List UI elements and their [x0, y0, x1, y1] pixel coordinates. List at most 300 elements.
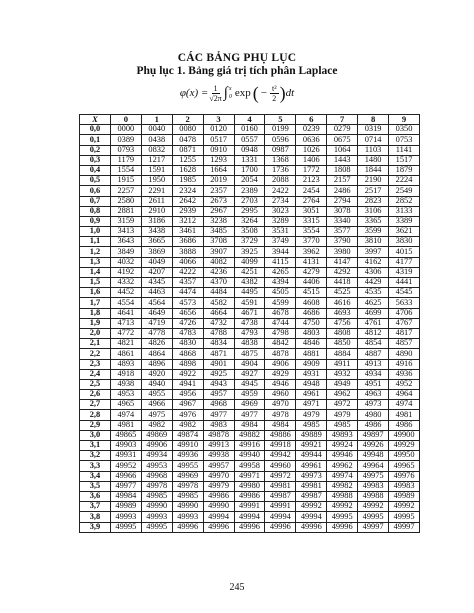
- table-cell: 3264: [234, 216, 265, 226]
- row-x-value: 2,0: [80, 328, 111, 338]
- table-cell: 4641: [110, 308, 141, 318]
- table-cell: 49987: [296, 491, 327, 501]
- table-cell: 4821: [110, 339, 141, 349]
- table-cell: 4049: [141, 257, 172, 267]
- table-cell: 0000: [110, 125, 141, 135]
- table-cell: 49994: [234, 512, 265, 522]
- table-cell: 2611: [141, 196, 172, 206]
- right-paren-icon: ): [279, 83, 286, 103]
- table-cell: 4946: [265, 379, 296, 389]
- table-cell: 4931: [296, 369, 327, 379]
- table-cell: 2157: [327, 176, 358, 186]
- table-cell: 2454: [296, 186, 327, 196]
- table-cell: 4345: [141, 278, 172, 288]
- table-cell: 4686: [296, 308, 327, 318]
- table-cell: 0714: [358, 135, 389, 145]
- table-cell: 49950: [389, 451, 420, 461]
- table-cell: 2580: [110, 196, 141, 206]
- table-cell: 0160: [234, 125, 265, 135]
- table-cell: 3186: [141, 216, 172, 226]
- table-cell: 4945: [234, 379, 265, 389]
- table-cell: 49940: [234, 451, 265, 461]
- table-cell: 2881: [110, 206, 141, 216]
- table-cell: 4906: [265, 359, 296, 369]
- table-cell: 4177: [389, 257, 420, 267]
- table-cell: 4817: [389, 328, 420, 338]
- table-cell: 4535: [358, 288, 389, 298]
- table-cell: 49921: [296, 441, 327, 451]
- table-cell: 2764: [296, 196, 327, 206]
- table-cell: 4934: [358, 369, 389, 379]
- table-cell: 3238: [203, 216, 234, 226]
- table-row: [80, 206, 420, 216]
- table-cell: 1103: [358, 145, 389, 155]
- table-cell: 0239: [296, 125, 327, 135]
- table-row: [80, 298, 420, 308]
- row-x-value: 3,7: [80, 502, 111, 512]
- table-cell: 49996: [172, 522, 203, 532]
- table-cell: 49992: [296, 502, 327, 512]
- table-cell: 4940: [141, 379, 172, 389]
- table-row: [80, 247, 420, 257]
- row-x-value: 1,8: [80, 308, 111, 318]
- table-cell: 0753: [389, 135, 420, 145]
- row-x-value: 1,6: [80, 288, 111, 298]
- table-cell: 3790: [327, 237, 358, 247]
- table-cell: 4916: [389, 359, 420, 369]
- table-cell: 49990: [141, 502, 172, 512]
- table-row: [80, 400, 420, 410]
- left-paren-icon: (: [252, 83, 259, 103]
- table-cell: 3907: [203, 247, 234, 257]
- table-cell: 3944: [265, 247, 296, 257]
- table-cell: 49962: [327, 461, 358, 471]
- row-x-value: 2,2: [80, 349, 111, 359]
- table-row: [80, 491, 420, 501]
- row-x-value: 0,2: [80, 145, 111, 155]
- table-cell: 49878: [203, 430, 234, 440]
- table-cell: 4812: [358, 328, 389, 338]
- table-cell: 1554: [110, 165, 141, 175]
- table-cell: 49991: [234, 502, 265, 512]
- table-row: [80, 512, 420, 522]
- table-cell: 4956: [172, 390, 203, 400]
- table-cell: 49984: [110, 491, 141, 501]
- table-row: [80, 227, 420, 237]
- table-cell: 49982: [327, 481, 358, 491]
- table-cell: 4868: [172, 349, 203, 359]
- row-x-value: 3,5: [80, 481, 111, 491]
- table-cell: 4808: [327, 328, 358, 338]
- table-cell: 0557: [234, 135, 265, 145]
- table-cell: 4131: [296, 257, 327, 267]
- table-row: [80, 155, 420, 165]
- table-cell: 49931: [110, 451, 141, 461]
- table-cell: 49974: [327, 471, 358, 481]
- table-cell: 4591: [234, 298, 265, 308]
- table-cell: 3643: [110, 237, 141, 247]
- table-cell: 49865: [110, 430, 141, 440]
- table-cell: 4162: [358, 257, 389, 267]
- row-x-value: 3,9: [80, 522, 111, 532]
- table-cell: 1808: [327, 165, 358, 175]
- table-cell: 2224: [389, 176, 420, 186]
- table-cell: 4554: [110, 298, 141, 308]
- table-cell: 3023: [265, 206, 296, 216]
- table-cell: 4938: [110, 379, 141, 389]
- table-cell: 49938: [203, 451, 234, 461]
- row-x-value: 2,6: [80, 390, 111, 400]
- table-cell: 4979: [327, 410, 358, 420]
- table-cell: 0871: [172, 145, 203, 155]
- table-cell: 49981: [296, 481, 327, 491]
- table-row: [80, 278, 420, 288]
- table-cell: 49993: [110, 512, 141, 522]
- table-cell: 49996: [327, 522, 358, 532]
- table-cell: 4898: [172, 359, 203, 369]
- table-cell: 4901: [203, 359, 234, 369]
- table-body: [80, 125, 420, 533]
- table-cell: 3365: [358, 216, 389, 226]
- table-cell: 4699: [358, 308, 389, 318]
- table-cell: 0832: [141, 145, 172, 155]
- header-col: 0: [110, 115, 141, 125]
- table-cell: 4732: [203, 318, 234, 328]
- row-x-value: 3,4: [80, 471, 111, 481]
- table-cell: 49981: [265, 481, 296, 491]
- table-cell: 2422: [265, 186, 296, 196]
- inner-minus: −: [260, 87, 267, 99]
- row-x-value: 3,0: [80, 430, 111, 440]
- table-cell: 49958: [234, 461, 265, 471]
- table-cell: 4236: [203, 267, 234, 277]
- table-cell: 3997: [358, 247, 389, 257]
- table-cell: 4972: [327, 400, 358, 410]
- row-x-value: 0,9: [80, 216, 111, 226]
- table-cell: 3315: [296, 216, 327, 226]
- table-cell: 2852: [389, 196, 420, 206]
- table-cell: 4738: [234, 318, 265, 328]
- table-cell: 4875: [234, 349, 265, 359]
- table-cell: 4983: [203, 420, 234, 430]
- table-cell: 1985: [172, 176, 203, 186]
- table-cell: 3708: [203, 237, 234, 247]
- table-row: [80, 451, 420, 461]
- table-cell: 4706: [389, 308, 420, 318]
- table-cell: 3289: [265, 216, 296, 226]
- table-cell: 49886: [265, 430, 296, 440]
- table-cell: 49916: [234, 441, 265, 451]
- table-cell: 0080: [172, 125, 203, 135]
- table-cell: 4394: [265, 278, 296, 288]
- table-cell: 4985: [296, 420, 327, 430]
- table-cell: 49966: [110, 471, 141, 481]
- table-row: [80, 420, 420, 430]
- table-cell: 3461: [172, 227, 203, 237]
- table-cell: 4115: [265, 257, 296, 267]
- row-x-value: 1,1: [80, 237, 111, 247]
- table-cell: 2324: [172, 186, 203, 196]
- table-cell: 3438: [141, 227, 172, 237]
- table-cell: 49985: [172, 491, 203, 501]
- table-cell: 4927: [234, 369, 265, 379]
- table-cell: 0199: [265, 125, 296, 135]
- row-x-value: 1,9: [80, 318, 111, 328]
- table-cell: 3051: [296, 206, 327, 216]
- table-cell: 49955: [172, 461, 203, 471]
- table-cell: 49988: [358, 491, 389, 501]
- table-cell: 49976: [389, 471, 420, 481]
- row-x-value: 0,4: [80, 165, 111, 175]
- table-cell: 1141: [389, 145, 420, 155]
- page-number: 245: [229, 582, 245, 593]
- table-cell: 4977: [203, 410, 234, 420]
- table-cell: 0438: [141, 135, 172, 145]
- table-cell: 1331: [234, 155, 265, 165]
- header-x: X: [80, 115, 111, 125]
- table-cell: 4265: [265, 267, 296, 277]
- table-cell: 2549: [389, 186, 420, 196]
- table-cell: 4967: [172, 400, 203, 410]
- table-header-row: [80, 115, 420, 125]
- table-cell: 4616: [327, 298, 358, 308]
- table-cell: 49961: [296, 461, 327, 471]
- table-cell: 49889: [296, 430, 327, 440]
- table-cell: 2486: [327, 186, 358, 196]
- table-cell: 2703: [234, 196, 265, 206]
- table-row: [80, 257, 420, 267]
- table-cell: 49952: [110, 461, 141, 471]
- table-cell: 1591: [141, 165, 172, 175]
- table-cell: 4750: [296, 318, 327, 328]
- table-cell: 3531: [265, 227, 296, 237]
- table-cell: 4985: [327, 420, 358, 430]
- table-cell: 4973: [358, 400, 389, 410]
- table-cell: 1217: [141, 155, 172, 165]
- table-cell: 49996: [234, 522, 265, 532]
- table-cell: 0350: [389, 125, 420, 135]
- table-cell: 4957: [203, 390, 234, 400]
- table-cell: 3686: [172, 237, 203, 247]
- table-cell: 49946: [327, 451, 358, 461]
- table-cell: 0319: [358, 125, 389, 135]
- table-cell: 49979: [203, 481, 234, 491]
- table-cell: 4896: [141, 359, 172, 369]
- table-cell: 2995: [234, 206, 265, 216]
- table-cell: 3810: [358, 237, 389, 247]
- table-cell: 49977: [110, 481, 141, 491]
- table-cell: 3665: [141, 237, 172, 247]
- table-cell: 4582: [203, 298, 234, 308]
- table-cell: 3078: [327, 206, 358, 216]
- integral-lower: 0: [228, 94, 232, 100]
- coef-numerator: 1: [213, 83, 218, 93]
- exponent-denominator: 2: [272, 93, 277, 103]
- table-cell: 4798: [265, 328, 296, 338]
- header-col: 4: [234, 115, 265, 125]
- table-cell: 4846: [296, 339, 327, 349]
- row-x-value: 2,5: [80, 379, 111, 389]
- table-cell: 4918: [110, 369, 141, 379]
- table-cell: 49953: [141, 461, 172, 471]
- table-cell: 4955: [141, 390, 172, 400]
- table-cell: 49874: [172, 430, 203, 440]
- table-cell: 49985: [141, 491, 172, 501]
- table-row: [80, 522, 420, 532]
- table-cell: 49980: [234, 481, 265, 491]
- table-cell: 49926: [358, 441, 389, 451]
- table-cell: 1736: [265, 165, 296, 175]
- appendix-title: Phụ lục 1. Bảng giá trị tích phân Laplace: [136, 65, 338, 77]
- table-cell: 1255: [172, 155, 203, 165]
- coef-denominator: √2π: [209, 93, 222, 103]
- table-cell: 4484: [203, 288, 234, 298]
- table-cell: 4974: [110, 410, 141, 420]
- table-cell: 4441: [389, 278, 420, 288]
- table-cell: 4382: [234, 278, 265, 288]
- table-cell: 4744: [265, 318, 296, 328]
- table-cell: 49900: [389, 430, 420, 440]
- table-cell: 49893: [327, 430, 358, 440]
- table-cell: 49997: [389, 522, 420, 532]
- table-cell: 49995: [110, 522, 141, 532]
- row-x-value: 0,5: [80, 176, 111, 186]
- table-cell: 4726: [172, 318, 203, 328]
- table-cell: 4871: [203, 349, 234, 359]
- table-cell: 4850: [327, 339, 358, 349]
- table-cell: 4803: [296, 328, 327, 338]
- formula-lhs: φ(x) =: [179, 87, 209, 99]
- table-cell: 1700: [234, 165, 265, 175]
- table-cell: 4625: [358, 298, 389, 308]
- table-row: [80, 481, 420, 491]
- table-cell: 4963: [358, 390, 389, 400]
- table-cell: 49990: [203, 502, 234, 512]
- table-cell: 4222: [172, 267, 203, 277]
- row-x-value: 0,6: [80, 186, 111, 196]
- table-row: [80, 237, 420, 247]
- row-x-value: 0,0: [80, 125, 111, 135]
- formula-coefficient: [209, 84, 221, 103]
- row-x-value: 0,7: [80, 196, 111, 206]
- table-cell: 5633: [389, 298, 420, 308]
- table-cell: 4857: [389, 339, 420, 349]
- table-cell: 4969: [234, 400, 265, 410]
- table-cell: 4370: [203, 278, 234, 288]
- table-cell: 2019: [203, 176, 234, 186]
- table-cell: 4608: [296, 298, 327, 308]
- table-cell: 4678: [265, 308, 296, 318]
- table-cell: 4986: [389, 420, 420, 430]
- table-cell: 4864: [141, 349, 172, 359]
- table-cell: 4406: [296, 278, 327, 288]
- header-col: 7: [327, 115, 358, 125]
- table-cell: 2291: [141, 186, 172, 196]
- table-cell: 4357: [172, 278, 203, 288]
- table-row: [80, 359, 420, 369]
- integral-sign-icon: ∫: [223, 85, 228, 101]
- table-cell: 4904: [234, 359, 265, 369]
- table-cell: 4975: [141, 410, 172, 420]
- table-cell: 4943: [203, 379, 234, 389]
- table-cell: 4974: [389, 400, 420, 410]
- table-cell: 1368: [265, 155, 296, 165]
- table-cell: 4909: [296, 359, 327, 369]
- table-row: [80, 216, 420, 226]
- table-cell: 4066: [172, 257, 203, 267]
- table-cell: 49996: [203, 522, 234, 532]
- table-row: [80, 145, 420, 155]
- table-cell: 3830: [389, 237, 420, 247]
- table-cell: 4925: [203, 369, 234, 379]
- table-cell: 2673: [203, 196, 234, 206]
- table-cell: 1664: [203, 165, 234, 175]
- table-cell: 1480: [358, 155, 389, 165]
- table-cell: 4783: [172, 328, 203, 338]
- table-cell: 4960: [265, 390, 296, 400]
- table-cell: 49978: [141, 481, 172, 491]
- table-cell: 2642: [172, 196, 203, 206]
- table-cell: 4911: [327, 359, 358, 369]
- table-cell: 4793: [234, 328, 265, 338]
- table-cell: 2939: [172, 206, 203, 216]
- table-cell: 4756: [327, 318, 358, 328]
- table-row: [80, 328, 420, 338]
- table-row: [80, 267, 420, 277]
- table-cell: 3485: [203, 227, 234, 237]
- header-col: 1: [141, 115, 172, 125]
- table-cell: 49903: [110, 441, 141, 451]
- table-cell: 3888: [172, 247, 203, 257]
- table-cell: 3554: [296, 227, 327, 237]
- table-row: [80, 308, 420, 318]
- table-cell: 49906: [141, 441, 172, 451]
- table-cell: 0636: [296, 135, 327, 145]
- table-row: [80, 349, 420, 359]
- row-x-value: 3,8: [80, 512, 111, 522]
- table-row: [80, 125, 420, 135]
- table-cell: 49988: [327, 491, 358, 501]
- table-cell: 4826: [141, 339, 172, 349]
- table-cell: 49986: [234, 491, 265, 501]
- table-cell: 3749: [265, 237, 296, 247]
- table-cell: 4719: [141, 318, 172, 328]
- table-cell: 4693: [327, 308, 358, 318]
- table-cell: 3159: [110, 216, 141, 226]
- table-cell: 49994: [265, 512, 296, 522]
- row-x-value: 1,3: [80, 257, 111, 267]
- table-cell: 4964: [389, 390, 420, 400]
- table-cell: 4913: [358, 359, 389, 369]
- table-cell: 4948: [296, 379, 327, 389]
- table-cell: 3729: [234, 237, 265, 247]
- row-x-value: 2,1: [80, 339, 111, 349]
- header-col: 6: [296, 115, 327, 125]
- table-cell: 4941: [172, 379, 203, 389]
- table-cell: 3925: [234, 247, 265, 257]
- table-row: [80, 339, 420, 349]
- table-cell: 4306: [358, 267, 389, 277]
- table-cell: 4788: [203, 328, 234, 338]
- table-cell: 49957: [203, 461, 234, 471]
- table-cell: 49965: [389, 461, 420, 471]
- table-cell: 2088: [265, 176, 296, 186]
- table-cell: 3770: [296, 237, 327, 247]
- table-cell: 49992: [389, 502, 420, 512]
- header-col: 3: [203, 115, 234, 125]
- table-cell: 3980: [327, 247, 358, 257]
- table-cell: 49924: [327, 441, 358, 451]
